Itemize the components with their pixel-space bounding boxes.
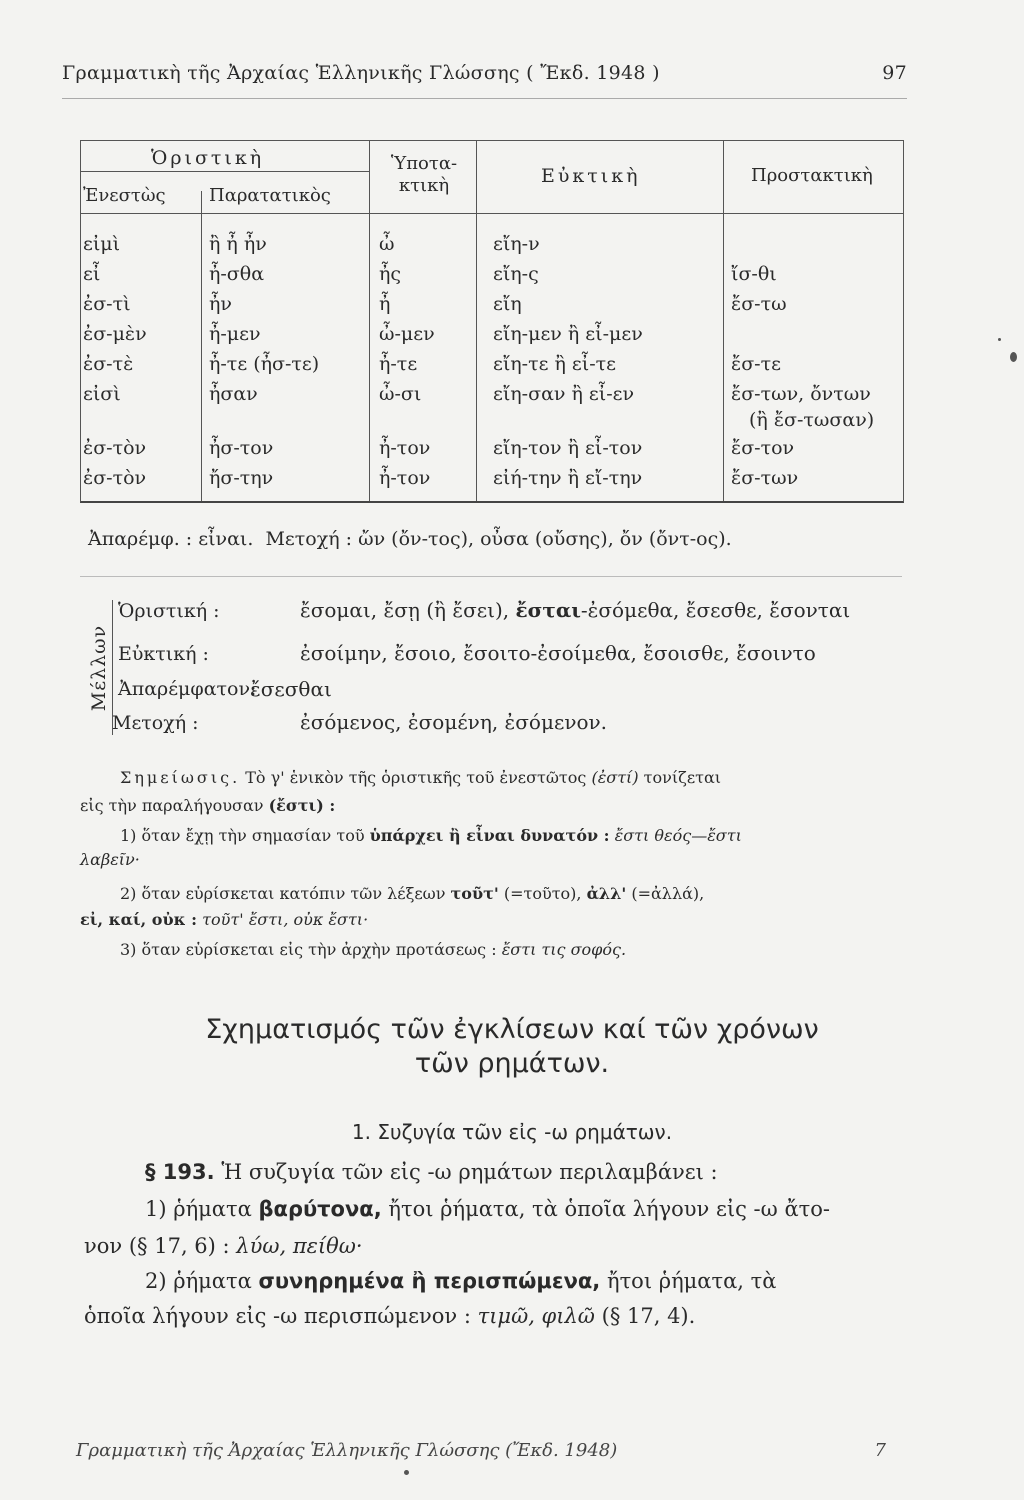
table-cell: ὦ-σι	[379, 383, 422, 405]
column-divider	[201, 191, 202, 501]
infinitive-value: εἶναι.	[198, 528, 254, 550]
note-intro: Σημείωσις. Τὸ γ' ἑνικὸν τῆς ὁριστικῆς τοῦ ἐνεστῶτος (ἐστί) τονίζεται	[120, 768, 722, 787]
table-cell: εἴη-τον ἢ εἶ-τον	[493, 437, 643, 459]
table-cell: εἴη-ς	[493, 263, 539, 285]
table-cell: ἐσ-τὲ	[83, 353, 134, 375]
scan-speck	[404, 1470, 409, 1475]
signature-mark: 7	[874, 1440, 886, 1461]
table-cell: εἰσὶ	[83, 383, 121, 405]
header-prostaktiki: Προστακτικὴ	[751, 165, 873, 186]
conjugation-table	[80, 140, 904, 503]
mellon-row-forms: ἐσοίμην, ἔσοιο, ἔσοιτο-ἐσοίμεθα, ἔσοισθε, ἔσοιντο	[300, 641, 816, 665]
table-cell: ἐσ-τὸν	[83, 467, 147, 489]
table-cell: ἦ-σθα	[209, 263, 265, 285]
running-head-title: Γραμματικὴ τῆς Ἀρχαίας Ἑλληνικῆς Γλώσσης ( Ἔκδ. 1948 )	[62, 62, 660, 84]
mellon-row-label: Εὐκτική :	[118, 643, 209, 665]
section-title: Σχηματισμός τῶν ἐγκλίσεων καί τῶν χρόνων	[205, 1014, 819, 1045]
header-oristiki: Ὁριστικὴ	[151, 147, 265, 169]
mellon-row-label: Μετοχή :	[112, 712, 199, 734]
infinitive-line	[88, 528, 732, 550]
page-footer	[76, 1440, 886, 1461]
running-head	[62, 62, 907, 84]
table-cell: εἴη-τε ἢ εἶ-τε	[493, 353, 616, 375]
note-line: λαβεῖν·	[80, 850, 140, 869]
scan-speck	[1010, 352, 1017, 362]
table-cell: ἦ-τον	[379, 437, 431, 459]
table-cell: εἴη	[493, 293, 522, 315]
page-number: 97	[882, 62, 907, 84]
header-enestos: Ἐνεστὼς	[83, 185, 166, 206]
table-cell: ὦ-μεν	[379, 323, 435, 345]
table-cell: εἴη-μεν ἢ εἶ-μεν	[493, 323, 643, 345]
note-item-2: 2) ὅταν εὑρίσκεται κατόπιν τῶν λέξεων τοῦτ' (=τοῦτο), ἀλλ' (=ἀλλά),	[120, 884, 705, 903]
header-rule	[62, 98, 907, 99]
infinitive-label: Ἀπαρέμφ. :	[88, 528, 193, 550]
participle-label: Μετοχή :	[265, 528, 353, 550]
paragraph-line: § 193. Ἡ συζυγία τῶν εἰς -ω ρημάτων περιλαμβάνει :	[145, 1160, 718, 1184]
section-divider	[80, 576, 902, 577]
table-cell: ἦ-μεν	[209, 323, 261, 345]
scan-speck	[998, 338, 1001, 341]
header-rule	[81, 213, 903, 214]
table-cell: ἔσ-τε	[731, 353, 781, 375]
table-cell: εἴη-σαν ἢ εἶ-εν	[493, 383, 635, 405]
table-cell: ἦ-τον	[379, 467, 431, 489]
table-cell: ἔσ-των	[731, 467, 799, 489]
paragraph-line: 2) ῥήματα συνηρημένα ἢ περισπώμενα, ἤτοι ῥήματα, τὰ	[145, 1269, 777, 1293]
table-cell: ἔσ-τον	[731, 437, 795, 459]
mellon-row-forms: ἔσεσθαι	[250, 677, 332, 701]
table-cell: ἦ-τε (ἦσ-τε)	[209, 353, 320, 375]
participle-value: ὤν (ὄν-τος), οὖσα (οὔσης), ὄν (ὄντ-ος).	[358, 528, 732, 550]
note-item-3: 3) ὅταν εὑρίσκεται εἰς τὴν ἀρχὴν προτάσεως : ἔστι τις σοφός.	[120, 940, 627, 959]
table-cell: ἔσ-των, ὄντων	[731, 383, 871, 405]
table-cell: ἴσ-θι	[731, 263, 777, 285]
table-cell: εἴη-ν	[493, 233, 540, 255]
mellon-row-forms: ἐσόμενος, ἐσομένη, ἐσόμενον.	[300, 710, 608, 734]
table-cell: εἶ	[83, 263, 101, 285]
paragraph-line: ὁποῖα λήγουν εἰς -ω περισπώμενον : τιμῶ, φιλῶ (§ 17, 4).	[84, 1304, 696, 1328]
table-cell: ἦς	[379, 263, 402, 285]
section-subtitle: 1. Συζυγία τῶν εἰς -ω ρημάτων.	[351, 1120, 673, 1144]
paragraph-line: 1) ῥήματα βαρύτονα, ἤτοι ῥήματα, τὰ ὁποῖα λήγουν εἰς -ω ἄτο-	[145, 1197, 830, 1221]
column-divider	[369, 141, 370, 501]
table-cell: εἰμὶ	[83, 233, 121, 255]
header-ypotaktiki: Ὑποτα- κτικὴ	[390, 153, 458, 196]
table-cell: ἦσ-τον	[209, 437, 274, 459]
table-cell: ἦ	[379, 293, 391, 315]
table-cell: εἰή-την ἢ εἴ-την	[493, 467, 643, 489]
mellon-label: Μέλλων	[86, 600, 113, 735]
table-cell: ἤσ-την	[209, 467, 274, 489]
column-divider	[476, 141, 477, 501]
header-paratatikos: Παρατατικὸς	[209, 185, 331, 206]
header-euktiki: Εὐκτικὴ	[541, 165, 641, 187]
table-cell: ἦν	[209, 293, 232, 315]
table-cell: ἢ ἦ ἦν	[209, 233, 267, 255]
table-cell: ἐσ-τὸν	[83, 437, 147, 459]
note-item-1: 1) ὅταν ἔχῃ τὴν σημασίαν τοῦ ὑπάρχει ἢ εἶναι δυνατόν : ἔστι θεός—ἔστι	[120, 826, 742, 845]
table-cell: (ἢ ἔσ-τωσαν)	[749, 409, 875, 431]
mellon-row-label: Ἀπαρέμφατον:	[118, 678, 257, 700]
table-cell: ἐσ-μὲν	[83, 323, 147, 345]
mellon-row-label: Ὁριστική :	[118, 600, 220, 622]
table-cell: ἐσ-τὶ	[83, 293, 131, 315]
column-divider	[723, 141, 724, 501]
table-cell: ἦσαν	[209, 383, 258, 405]
footer-title: Γραμματικὴ τῆς Ἀρχαίας Ἑλληνικῆς Γλώσσης (Ἔκδ. 1948)	[76, 1440, 618, 1461]
table-cell: ἔσ-τω	[731, 293, 787, 315]
table-cell: ὦ	[379, 233, 395, 255]
paragraph-line: νον (§ 17, 6) : λύω, πείθω·	[84, 1234, 363, 1258]
table-cell: ἦ-τε	[379, 353, 418, 375]
note-line: εἰς τὴν παραλήγουσαν (ἔστι) :	[80, 796, 336, 815]
section-title-cont: τῶν ρημάτων.	[414, 1048, 610, 1079]
header-subrule	[81, 171, 369, 172]
mellon-row-forms: ἔσομαι, ἔσῃ (ἢ ἔσει), ἔσται-ἐσόμεθα, ἔσεσθε, ἔσονται	[300, 598, 851, 622]
note-line: εἰ, καί, οὐκ : τοῦτ' ἔστι, οὐκ ἔστι·	[80, 910, 369, 929]
